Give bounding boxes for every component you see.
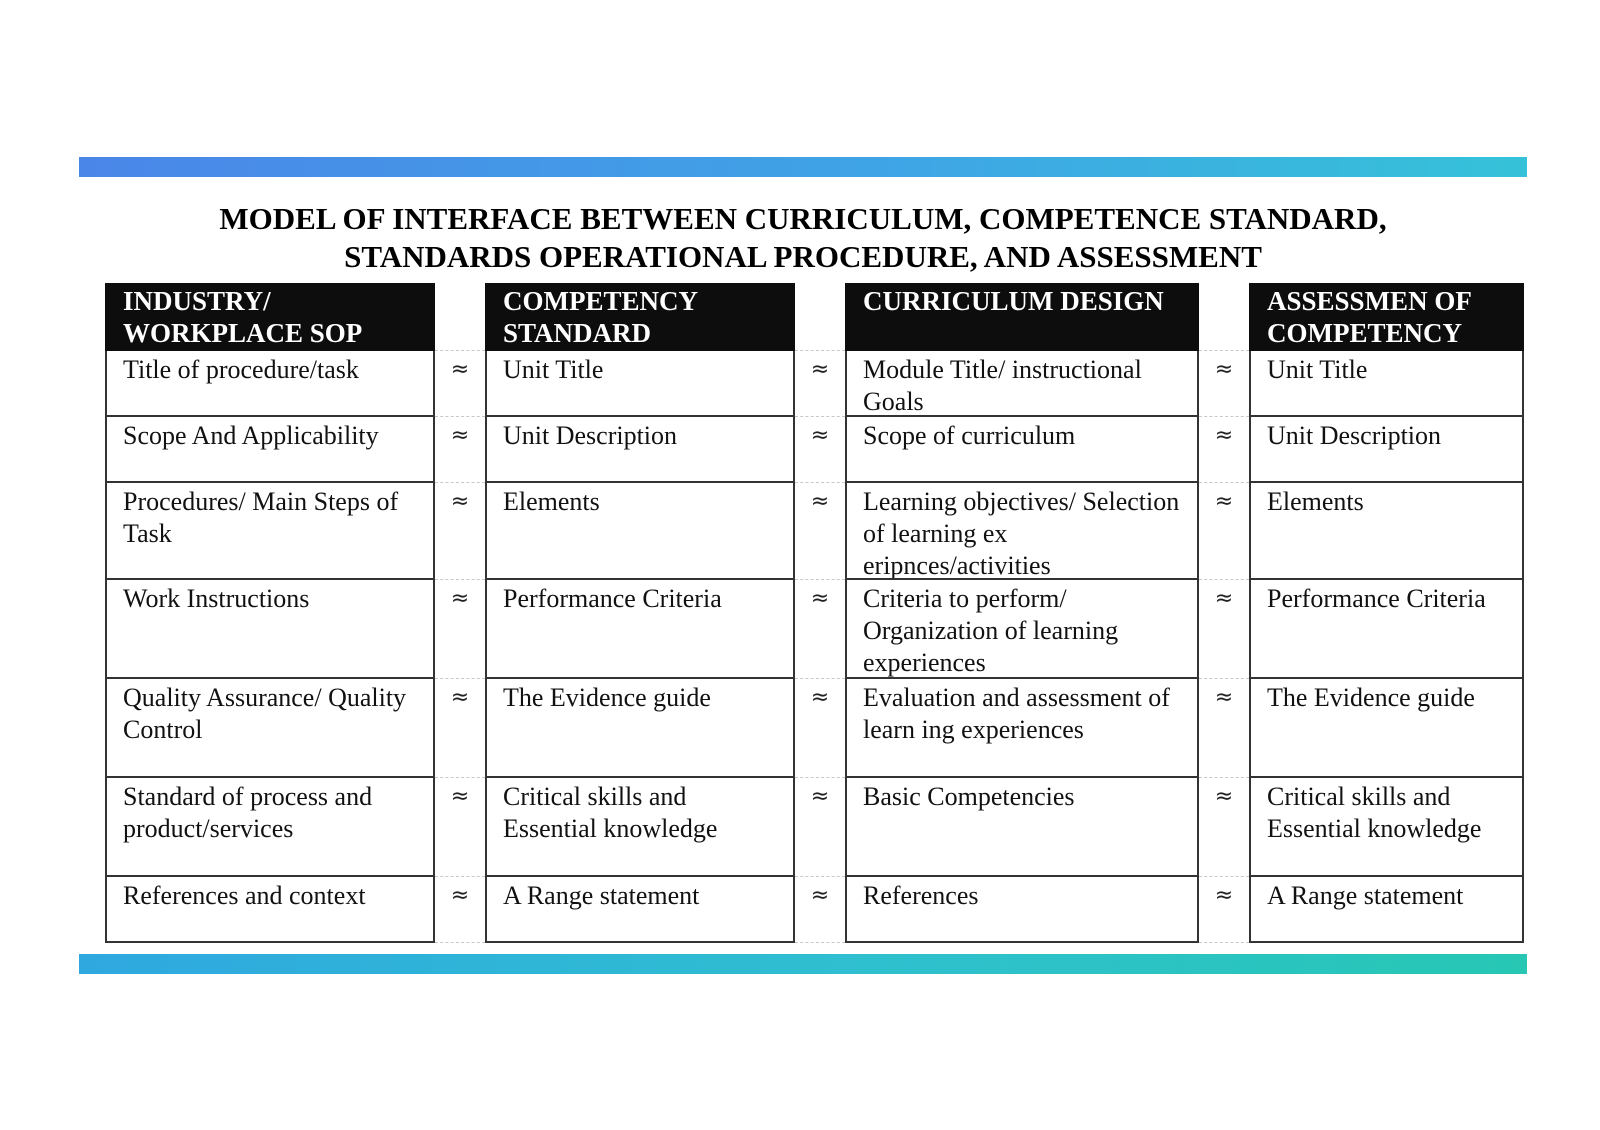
sop-cell: Standard of process and product/services: [105, 778, 435, 877]
sop-cell: Quality Assurance/ Quality Control: [105, 679, 435, 778]
bottom-accent-bar: [79, 954, 1527, 974]
approx-connector: ≈: [1199, 483, 1249, 580]
top-accent-bar: [79, 157, 1527, 177]
curriculum-cell: Scope of curriculum: [845, 417, 1199, 483]
sop-cell: References and context: [105, 877, 435, 943]
sop-cell: Scope And Applicability: [105, 417, 435, 483]
curriculum-cell: Module Title/ instructional Goals: [845, 351, 1199, 417]
approx-connector: ≈: [795, 679, 845, 778]
slide: [79, 157, 1527, 974]
standard-cell: The Evidence guide: [485, 679, 795, 778]
table-row: [105, 679, 1524, 778]
header-gap: [435, 283, 485, 351]
approx-connector: ≈: [435, 580, 485, 679]
approx-connector: ≈: [435, 417, 485, 483]
approx-connector: ≈: [1199, 877, 1249, 943]
standard-cell: Elements: [485, 483, 795, 580]
header-gap: [1199, 283, 1249, 351]
approx-connector: ≈: [1199, 679, 1249, 778]
standard-cell: Unit Title: [485, 351, 795, 417]
header-curriculum-design: CURRICULUM DESIGN: [845, 283, 1199, 351]
table-row: [105, 417, 1524, 483]
assessment-cell: Elements: [1249, 483, 1524, 580]
diagram-title: [79, 200, 1527, 276]
assessment-cell: Performance Criteria: [1249, 580, 1524, 679]
approx-connector: ≈: [795, 877, 845, 943]
approx-connector: ≈: [435, 778, 485, 877]
standard-cell: Critical skills and Essential knowledge: [485, 778, 795, 877]
curriculum-cell: Basic Competencies: [845, 778, 1199, 877]
table-row: [105, 778, 1524, 877]
header-row: [105, 283, 1524, 351]
assessment-cell: Unit Description: [1249, 417, 1524, 483]
approx-connector: ≈: [1199, 417, 1249, 483]
title-line-2: STANDARDS OPERATIONAL PROCEDURE, AND ASSESSMENT: [344, 239, 1262, 274]
header-gap: [795, 283, 845, 351]
approx-connector: ≈: [1199, 778, 1249, 877]
assessment-cell: The Evidence guide: [1249, 679, 1524, 778]
header-competency-standard: COMPETENCY STANDARD: [485, 283, 795, 351]
assessment-cell: Unit Title: [1249, 351, 1524, 417]
approx-connector: ≈: [435, 483, 485, 580]
sop-cell: Procedures/ Main Steps of Task: [105, 483, 435, 580]
header-assessment: ASSESSMEN OF COMPETENCY: [1249, 283, 1524, 351]
approx-connector: ≈: [435, 877, 485, 943]
title-line-1: MODEL OF INTERFACE BETWEEN CURRICULUM, COMPETENCE STANDARD,: [219, 201, 1387, 236]
sop-cell: Work Instructions: [105, 580, 435, 679]
approx-connector: ≈: [795, 483, 845, 580]
curriculum-cell: Criteria to perform/ Organization of learning experiences: [845, 580, 1199, 679]
sop-cell: Title of procedure/task: [105, 351, 435, 417]
curriculum-cell: Evaluation and assessment of learn ing experiences: [845, 679, 1199, 778]
assessment-cell: Critical skills and Essential knowledge: [1249, 778, 1524, 877]
table-row: [105, 580, 1524, 679]
table-row: [105, 351, 1524, 417]
table-row: [105, 877, 1524, 943]
approx-connector: ≈: [795, 351, 845, 417]
approx-connector: ≈: [795, 417, 845, 483]
approx-connector: ≈: [1199, 580, 1249, 679]
approx-connector: ≈: [1199, 351, 1249, 417]
approx-connector: ≈: [435, 351, 485, 417]
approx-connector: ≈: [795, 778, 845, 877]
curriculum-cell: Learning objectives/ Selection of learning ex eripnces/activities: [845, 483, 1199, 580]
curriculum-cell: References: [845, 877, 1199, 943]
approx-connector: ≈: [435, 679, 485, 778]
assessment-cell: A Range statement: [1249, 877, 1524, 943]
standard-cell: A Range statement: [485, 877, 795, 943]
approx-connector: ≈: [795, 580, 845, 679]
header-industry-sop: INDUSTRY/ WORKPLACE SOP: [105, 283, 435, 351]
standard-cell: Performance Criteria: [485, 580, 795, 679]
table-row: [105, 483, 1524, 580]
standard-cell: Unit Description: [485, 417, 795, 483]
interface-table: [105, 283, 1524, 943]
